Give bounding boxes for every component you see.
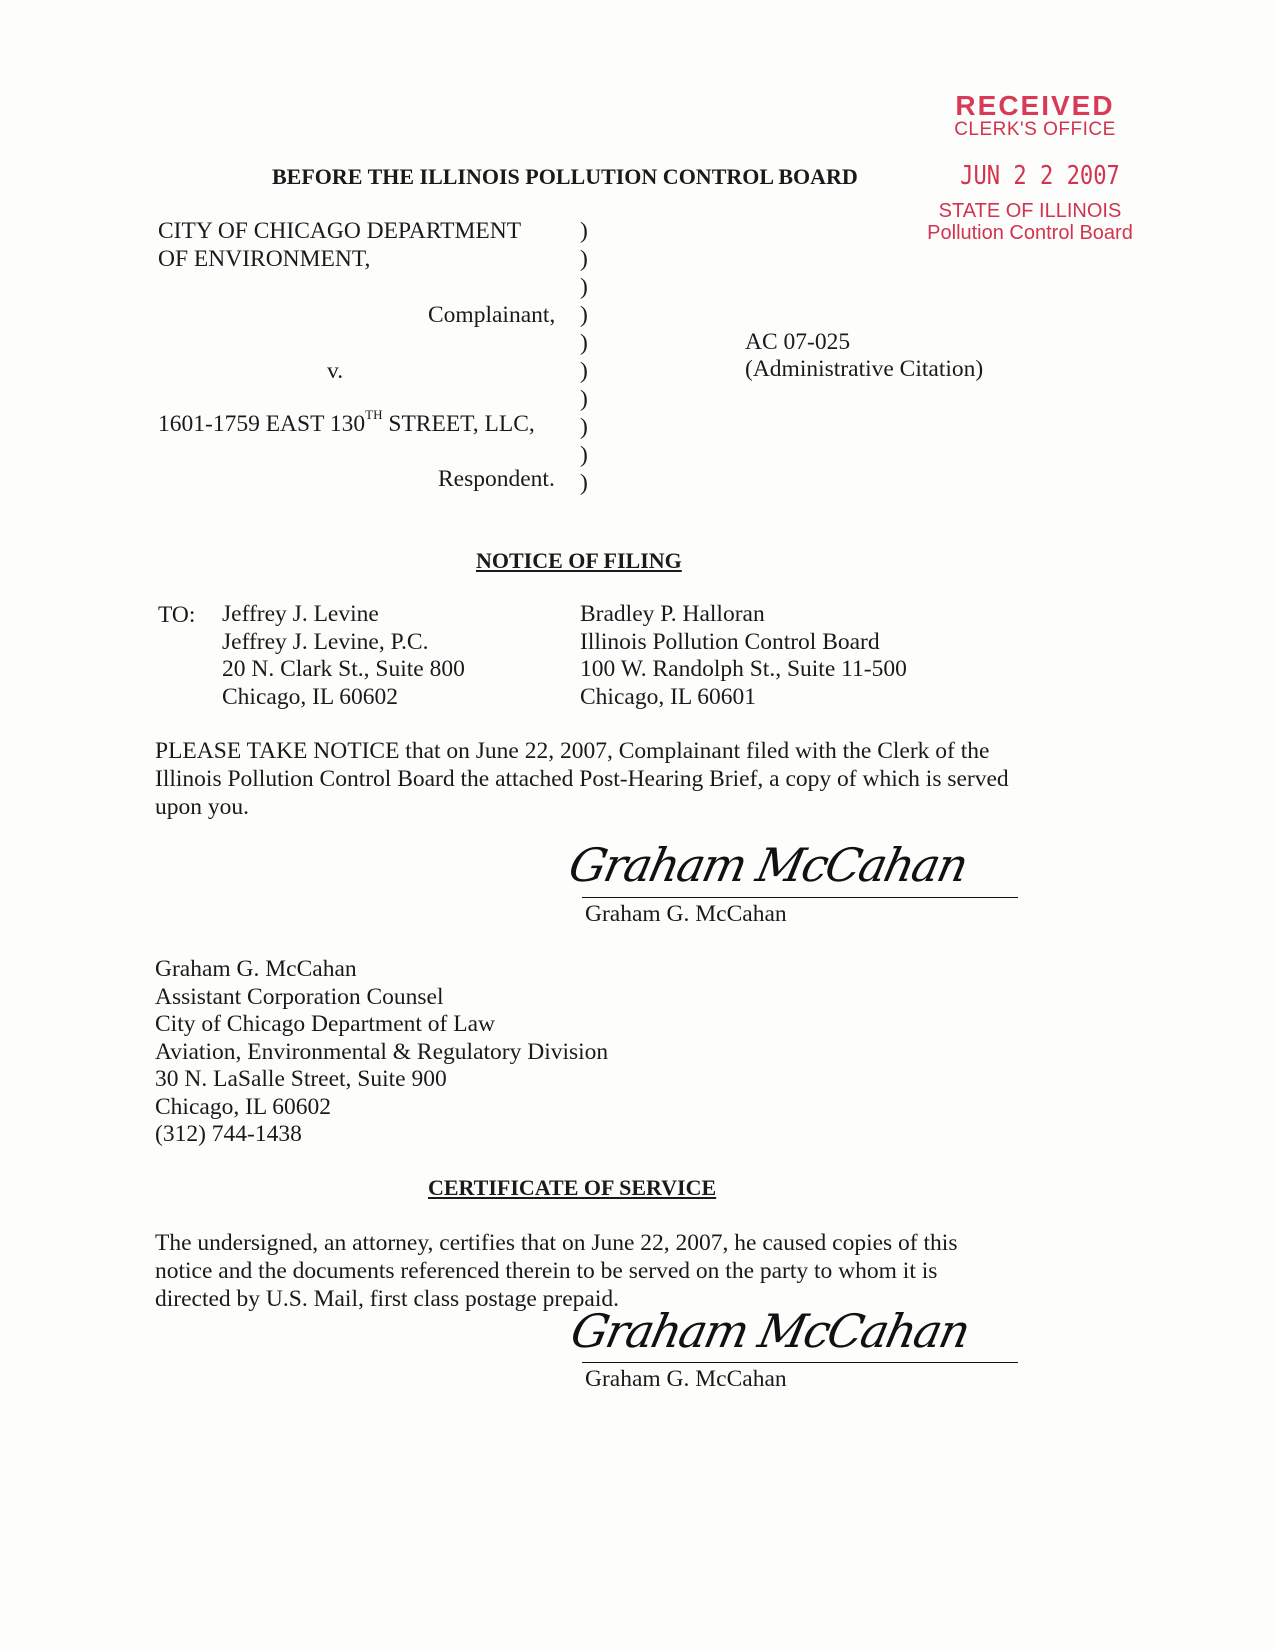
case-type: (Administrative Citation) — [745, 356, 984, 382]
notice-heading: NOTICE OF FILING — [476, 548, 682, 573]
paren: ) — [580, 246, 588, 272]
notice-paragraph: PLEASE TAKE NOTICE that on June 22, 2007, Complainant filed with the Clerk of the Illinois Pollution Control Board the attached Post-Hearing Brief, a copy of which is served upon you. — [155, 738, 1009, 820]
stamp-board: Pollution Control Board — [927, 222, 1133, 244]
court-title: BEFORE THE ILLINOIS POLLUTION CONTROL BOARD — [272, 164, 858, 189]
complainant-line-2: OF ENVIRONMENT, — [158, 246, 371, 272]
received-stamp — [900, 92, 1170, 244]
signature-name-2: Graham G. McCahan — [585, 1366, 787, 1392]
counsel-line: Chicago, IL 60602 — [155, 1093, 331, 1120]
signature-line-1 — [582, 897, 1018, 898]
paren: ) — [580, 330, 588, 356]
paren: ) — [580, 274, 588, 300]
respondent-role: Respondent. — [438, 466, 555, 492]
counsel-block — [155, 956, 608, 1149]
counsel-line: Aviation, Environmental & Regulatory Division — [155, 1038, 609, 1065]
signature-name-1: Graham G. McCahan — [585, 901, 787, 927]
recipient-2 — [580, 601, 907, 711]
counsel-line: 30 N. LaSalle Street, Suite 900 — [155, 1066, 447, 1092]
recipient-1 — [222, 601, 465, 711]
recipient-1-line: Chicago, IL 60602 — [222, 683, 398, 710]
paren: ) — [580, 302, 588, 328]
recipient-2-line: Illinois Pollution Control Board — [580, 628, 880, 655]
to-label: TO: — [158, 602, 196, 628]
recipient-1-line: Jeffrey J. Levine — [222, 601, 379, 627]
paren: ) — [580, 414, 588, 440]
certificate-heading: CERTIFICATE OF SERVICE — [428, 1175, 717, 1200]
counsel-line: Graham G. McCahan — [155, 956, 357, 982]
paren: ) — [580, 358, 588, 384]
counsel-line: (312) 744-1438 — [155, 1121, 302, 1147]
stamp-clerk-office: CLERK'S OFFICE — [954, 119, 1116, 140]
respondent-name: 1601-1759 EAST 130TH STREET, LLC, — [158, 407, 535, 437]
signature-line-2 — [582, 1362, 1018, 1363]
recipient-1-line: 20 N. Clark St., Suite 800 — [222, 656, 465, 682]
case-number: AC 07-025 — [745, 329, 851, 355]
signature-2: Graham McCahan — [566, 1304, 974, 1358]
stamp-state: STATE OF ILLINOIS — [938, 200, 1122, 222]
recipient-1-line: Jeffrey J. Levine, P.C. — [222, 628, 429, 655]
stamp-date: JUN 2 2 2007 — [960, 161, 1120, 191]
paren: ) — [580, 442, 588, 468]
stamp-received: RECEIVED — [955, 90, 1115, 121]
complainant-line-1: CITY OF CHICAGO DEPARTMENT — [158, 218, 522, 244]
complainant-role: Complainant, — [428, 302, 556, 328]
counsel-line: Assistant Corporation Counsel — [155, 983, 444, 1010]
paren: ) — [580, 218, 588, 244]
recipient-2-line: 100 W. Randolph St., Suite 11-500 — [580, 656, 907, 682]
recipient-2-line: Bradley P. Halloran — [580, 601, 765, 627]
paren: ) — [580, 386, 588, 412]
paren: ) — [580, 470, 588, 496]
certificate-paragraph: The undersigned, an attorney, certifies that on June 22, 2007, he caused copies of this notice and the documents referenced therein to be served on the party to whom it is directed by U.S. Mail, first class postage prepaid. — [155, 1230, 958, 1312]
versus: v. — [327, 358, 344, 384]
recipient-2-line: Chicago, IL 60601 — [580, 683, 756, 710]
counsel-line: City of Chicago Department of Law — [155, 1011, 496, 1037]
signature-1: Graham McCahan — [564, 838, 972, 892]
